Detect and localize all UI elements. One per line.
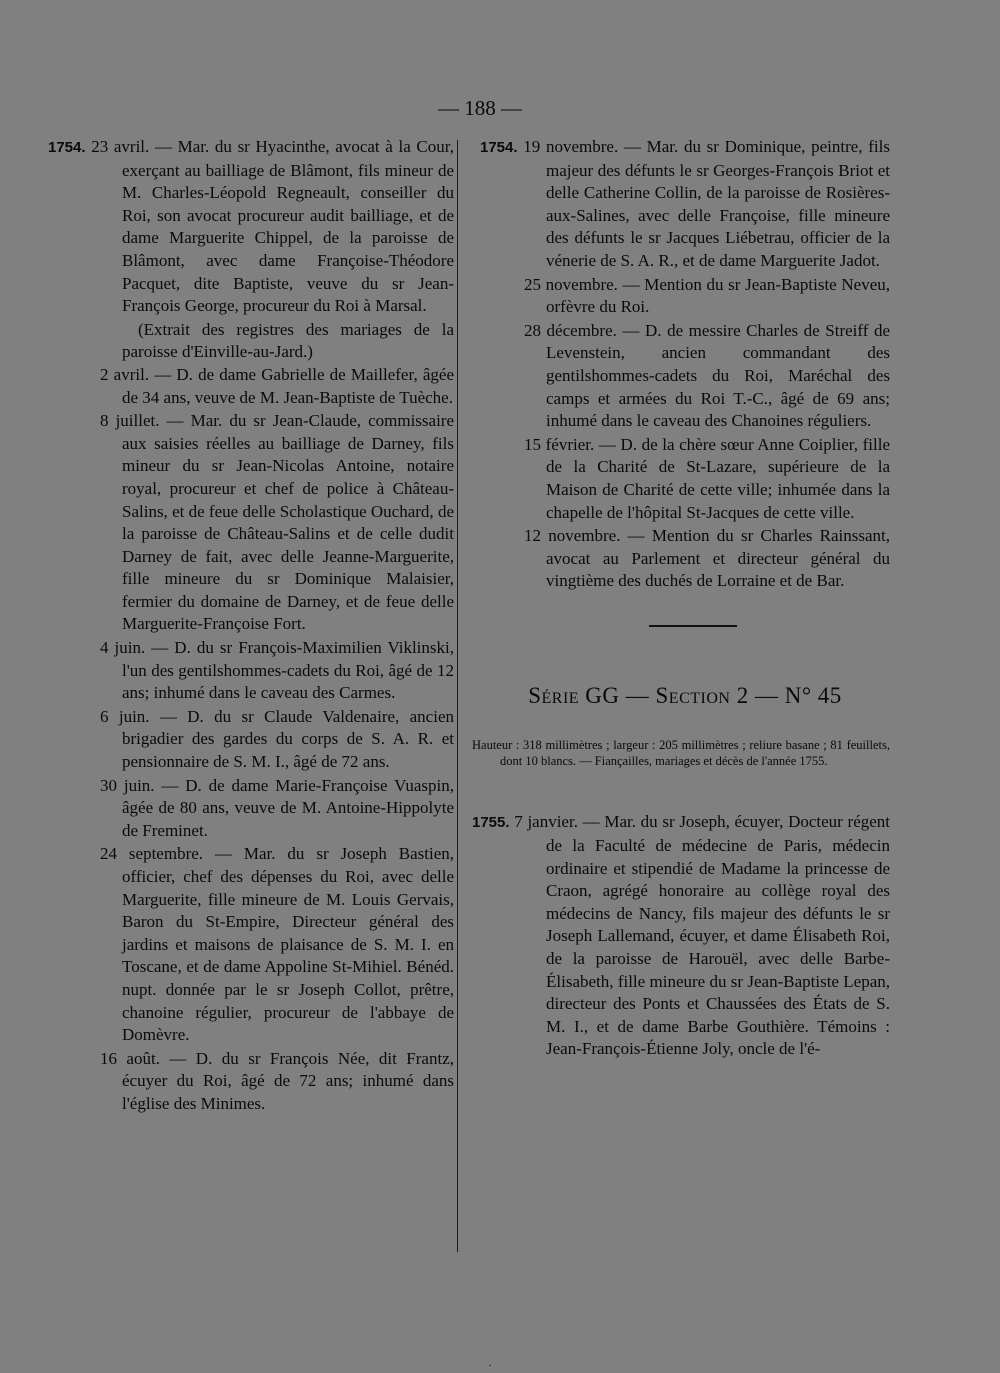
entry: 8 juillet. — Mar. du sr Jean-Claude, commissaire aux saisies réelles au bailliage de Darney, fils mineur du sr Jean-Nicolas Antoine, notaire royal, procureur et chef de police à Château-Salins, et de feue delle Scholastique Ouchard, de la paroisse de Château-Salins et de celle dudit Darney de fait, avec delle Jeanne-Marguerite, fille mineure du sr Dominique Malaisier, fermier du domaine de Darney, et de feue delle Marguerite-Françoise Fort. (100, 411, 454, 634)
footer-mark: · (488, 1358, 492, 1372)
entry: 6 juin. — D. du sr Claude Valdenaire, ancien brigadier des gardes du corps de S. A. R. et pensionnaire de S. M. I., âgé de 72 ans. (100, 706, 454, 772)
right-column (472, 136, 891, 1062)
entry: 30 juin. — D. de dame Marie-Françoise Vuaspin, âgée de 80 ans, veuve de M. Antoine-Hippolyte de Freminet. (100, 775, 454, 840)
entry: 12 novembre. — Mention du sr Charles Rainssant, avocat au Parlement et directeur général du vingtième des duchés de Lorraine et de Bar. (524, 526, 890, 591)
entry-text: 7 janvier. — Mar. du sr Joseph, écuyer, Docteur régent de la Faculté de médecine de Paris, médecin ordinaire et stipendié de Madame la princesse de Craon, agrégé honoraire au collège royal des médecins de Nancy, fils majeur des défunts le sr Joseph Lallemand, écuyer, et dame Élisabeth Roi, de la paroisse de Harouël, avec delle Barbe-Élisabeth, fille mineure du sr Jean-Baptiste Lepan, directeur des Ponts et Chaussées des États de S. M. I., et de dame Barbe Gouthière. Témoins : Jean-François-Étienne Joly, oncle de l'é- (514, 812, 891, 1059)
entry: 24 septembre. — Mar. du sr Joseph Bastien, officier, chef des dépenses du Roi, avec delle Marguerite, fille mineure de M. Louis Gervais, Baron du St-Empire, Directeur général des jardins et maisons de plaisance de S. M. I. en Toscane, et de dame Appoline St-Mihiel. Bénéd. nupt. donnée par le sr Joseph Collot, prêtre, chanoine régulier, procureur de l'abbaye de Domèvre. (100, 844, 454, 1045)
entry: 25 novembre. — Mention du sr Jean-Baptiste Neveu, orfèvre du Roi. (524, 274, 890, 317)
entry (472, 811, 890, 1061)
entry (480, 136, 890, 273)
left-column (48, 136, 454, 1117)
entry: 4 juin. — D. du sr François-Maximilien Viklinski, l'un des gentilshommes-cadets du Roi, âgé de 12 ans; inhumé dans le caveau des Carmes. (100, 638, 454, 703)
entry: 2 avril. — D. de dame Gabrielle de Maillefer, âgée de 34 ans, veuve de M. Jean-Baptiste de Tuèche. (100, 364, 454, 407)
entry-text: 19 novembre. — Mar. du sr Dominique, peintre, fils majeur des défunts le sr Georges-François Briot et delle Catherine Collin, de la paroisse de Rosières-aux-Salines, avec delle Françoise, fille mineure des défunts le sr Jacques Liébetrau, officier de la vénerie de S. A. R., et de dame Marguerite Jadot. (523, 137, 890, 270)
entry-year: 1755. (472, 814, 510, 832)
entry: 16 août. — D. du sr François Née, dit Frantz, écuyer du Roi, âgé de 72 ans; inhumé dans l'église des Minimes. (100, 1048, 454, 1113)
entry: 28 décembre. — D. de messire Charles de Streiff de Levenstein, ancien commandant des gentilshommes-cadets du Roi, Maréchal des camps et armées du Roi T.-C., âgé de 69 ans; inhumé dans le caveau des Chanoines réguliers. (524, 320, 890, 431)
entry: 15 février. — D. de la chère sœur Anne Coiplier, fille de la Charité de St-Lazare, supérieure de la Maison de Charité de cette ville; inhumée dans la chapelle de l'hôpital St-Jacques de cette ville. (524, 434, 890, 522)
source-note: (Extrait des registres des mariages de la paroisse d'Einville-au-Jard.) (122, 319, 454, 362)
section-rule (649, 625, 737, 627)
entry (48, 136, 454, 318)
entry-text: 23 avril. — Mar. du sr Hyacinthe, avocat à la Cour, exerçant au bailliage de Blâmont, fils mineur de M. Charles-Léopold Regneault, conseiller du Roi, son avocat procureur audit bailliage, et de dame Marguerite Chippel, de la paroisse de Blâmont, avec dame Françoise-Théodore Pacquet, dite Baptiste, veuve du sr Jean-François George, procureur du Roi à Marsal. (91, 137, 455, 316)
entries-1755 (472, 811, 891, 1061)
entry-year: 1754. (480, 139, 518, 156)
column-divider (457, 140, 458, 1252)
page-number: — 188 — (438, 96, 522, 120)
series-title: Série GG — Section 2 — N° 45 (528, 682, 842, 708)
entry-year: 1754. (48, 139, 86, 156)
register-description: Hauteur : 318 millimètres ; largeur : 205 millimètres ; reliure basane ; 81 feuillets, dont 10 blancs. — Fiançailles, mariages et décès de l'année 1755. (472, 738, 890, 769)
